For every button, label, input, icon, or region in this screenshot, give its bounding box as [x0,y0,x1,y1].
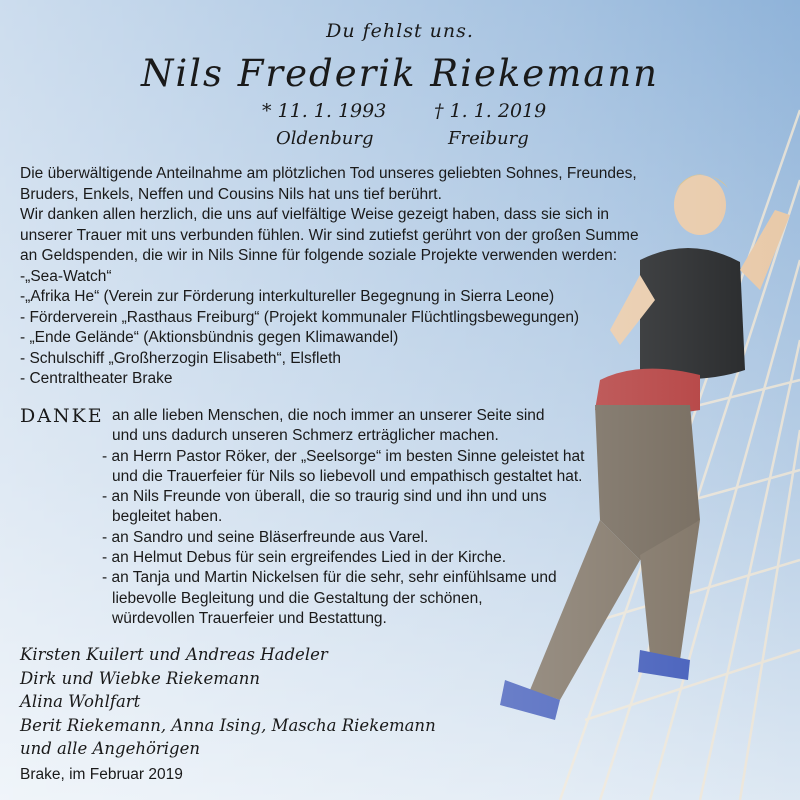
danke-line: würdevollen Trauerfeier und Bestattung. [112,609,387,627]
project-item: -„Sea-Watch“ [20,267,112,285]
signer-line: und alle Angehörigen [20,739,201,758]
project-item: - „Ende Gelände“ (Aktionsbündnis gegen Klimawandel) [20,329,399,346]
body-line: Bruders, Enkels, Neffen und Cousins Nils hat uns tief berührt. [20,185,442,203]
body-line: Die überwältigende Anteilnahme am plötzlichen Tod unseres geliebten Sohnes, Freundes, [20,165,637,182]
signer-line: Berit Riekemann, Anna Ising, Mascha Riekemann [20,715,436,735]
birth-date: * 11. 1. 1993 [262,100,387,122]
deceased-name: Nils Frederik Riekemann [140,52,660,95]
danke-heading: DANKE [20,405,104,427]
danke-line: - an Sandro und seine Bläserfreunde aus Varel. [102,528,429,546]
danke-line: - an Tanja und Martin Nickelsen für die sehr, sehr einfühlsame und [102,569,557,587]
death-place: Freiburg [448,128,529,149]
body-line: Wir danken allen herzlich, die uns auf vielfältige Weise gezeigt haben, dass sie sich in [20,206,610,223]
project-item: - Centraltheater Brake [20,370,173,387]
signer-line: Kirsten Kuilert und Andreas Hadeler [20,645,328,664]
signers [20,643,436,761]
danke-line: - an Nils Freunde von überall, die so traurig sind und ihn und uns [102,488,547,506]
body-line: an Geldspenden, die wir in Nils Sinne für folgende soziale Projekte verwenden werden: [20,247,618,264]
danke-text [102,406,622,629]
danke-line: und die Trauerfeier für Nils so liebevoll und empathisch gestaltet hat. [112,467,583,485]
body-line: unserer Trauer mit uns verbunden fühlen. Wir sind zutiefst gerührt von der großen Summe [20,226,639,244]
danke-line: und uns dadurch unseren Schmerz erträglicher machen. [112,427,499,445]
danke-line: liebevolle Begleitung und die Gestaltung der schönen, [112,589,483,607]
danke-line: begleitet haben. [112,508,223,526]
danke-line: - an Herrn Pastor Röker, der „Seelsorge“ im besten Sinne geleistet hat [102,447,585,465]
project-item: - Schulschiff „Großherzogin Elisabeth“, Elsfleth [20,349,342,367]
birth-place: Oldenburg [276,128,374,149]
body-text [20,164,660,390]
place-date: Brake, im Februar 2019 [20,766,183,783]
danke-line: an alle lieben Menschen, die noch immer an unserer Seite sind [112,407,545,424]
tagline: Du fehlst uns. [326,20,474,42]
project-item: - Förderverein „Rasthaus Freiburg“ (Projekt kommunaler Flüchtlingsbewegungen) [20,308,580,326]
signer-line: Dirk und Wiebke Riekemann [20,668,260,688]
project-item: -„Afrika He“ (Verein zur Förderung interkultureller Begegnung in Sierra Leone) [20,288,555,305]
signer-line: Alina Wohlfart [20,692,141,711]
death-date: † 1. 1. 2019 [434,100,547,122]
danke-line: - an Helmut Debus für sein ergreifendes Lied in der Kirche. [102,549,507,567]
